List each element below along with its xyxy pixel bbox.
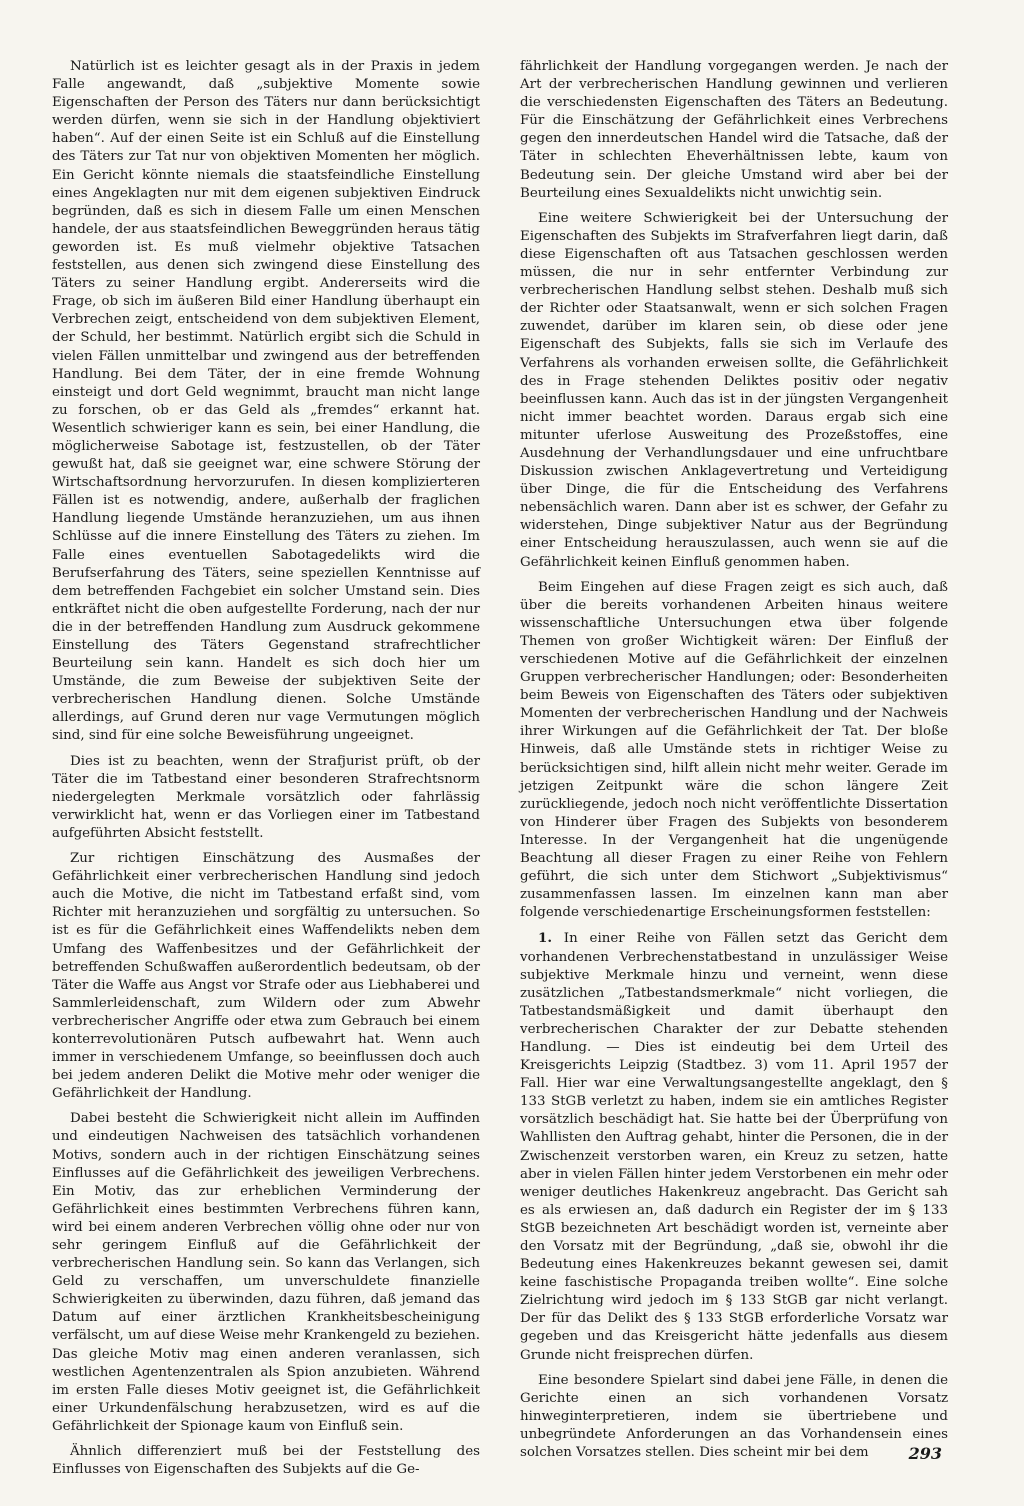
numbered-paragraph-text: In einer Reihe von Fällen setzt das Gericht dem vorhandenen Verbrechenstatbestand in unzulässiger Weise subjektive Merkmale hinzu und verneint, wenn diese zusätzlichen „Tatbestandsmerkmale“ nicht vorliegen, die Tatbestandsmäßigkeit und damit überhaupt den verbrecherischen Charakter der zur Debatte stehenden Handlung. — Dies ist eindeutig bei dem Urteil des Kreisgerichts Leipzig (Stadtbez. 3) vom 11. April 1957 der Fall. Hier war eine Verwaltungsangestellte angeklagt, den § 133 StGB verletzt zu haben, indem sie ein amtliches Register vorsätzlich beschädigt hat. Sie hatte bei der Überprüfung von Wahllisten den Auftrag gehabt, hinter die Personen, die in der Zwischenzeit verstorben waren, ein Kreuz zu setzen, hatte aber in vielen Fällen hinter jedem Verstorbenen ein mehr oder weniger deutliches Hakenkreuz angebracht. Das Gericht sah es als erwiesen an, daß dadurch ein Register der im § 133 StGB bezeichneten Art beschädigt worden ist, verneinte aber den Vorsatz mit der Begründung, „daß sie, obwohl ihr die Bedeutung eines Hakenkreuzes bekannt gewesen sei, damit keine faschistische Propaganda treiben wollte“. Eine solche Zielrichtung wird jedoch im § 133 StGB gar nicht verlangt. Der für das Delikt des § 133 StGB erforderliche Vorsatz war gegeben und das Kreisgericht hätte jedenfalls aus diesem Grunde nicht freisprechen dürfen. — [520, 931, 948, 1363]
numbered-paragraph — [520, 929, 948, 1364]
paragraph: Zur richtigen Einschätzung des Ausmaßes der Gefährlichkeit einer verbrecherischen Handlung sind jedoch auch die Motive, die nicht im Tatbestand erfaßt sind, vom Richter mit heranzuziehen und sorgfältig zu untersuchen. So ist es für die Gefährlichkeit eines Waffendelikts neben dem Umfang des Waffenbesitzes und der Gefährlichkeit der betreffenden Schußwaffen außerordentlich bedeutsam, ob der Täter die Waffe aus Angst vor Strafe oder aus Liebhaberei und Sammlerleidenschaft, zum Wildern oder zum Abwehr verbrecherischer Angriffe oder etwa zum Gebrauch bei einem konterrevolutionären Putsch aufbewahrt hat. Wenn auch immer in verschiedenem Umfange, so beeinflussen doch auch bei jedem anderen Delikt die Motive mehr oder weniger die Gefährlichkeit der Handlung. — [52, 851, 480, 1102]
paragraph: Dabei besteht die Schwierigkeit nicht allein im Auffinden und eindeutigen Nachweisen des tatsächlich vorhandenen Motivs, sondern auch in der richtigen Einschätzung seines Einflusses auf die Gefährlichkeit des jeweiligen Verbrechens. Ein Motiv, das zur erheblichen Verminderung der Gefährlichkeit eines bestimmten Verbrechens führen kann, wird bei einem anderen Verbrechen völlig ohne oder nur von sehr geringem Einfluß auf die Gefährlichkeit der verbrecherischen Handlung sein. So kann das Verlangen, sich Geld zu verschaffen, um unverschuldete finanzielle Schwierigkeiten zu überwinden, dazu führen, daß jemand das Datum auf einer ärztlichen Krankheitsbescheinigung verfälscht, um auf diese Weise mehr Krankengeld zu beziehen. Das gleiche Motiv mag einen anderen veranlassen, sich westlichen Agentenzentralen als Spion anzubieten. Während im ersten Falle dieses Motiv geeignet ist, die Gefährlichkeit einer Urkundenfälschung herabzusetzen, wird es auf die Gefährlichkeit der Spionage kaum von Einfluß sein. — [52, 1111, 480, 1434]
paragraph: Dies ist zu beachten, wenn der Strafjurist prüft, ob der Täter die im Tatbestand einer besonderen Strafrechtsnorm niedergelegten Merkmale vorsätzlich oder fahrlässig verwirklicht hat, wenn er das Vorliegen einer im Tatbestand aufgeführten Absicht feststellt. — [52, 753, 480, 841]
left-column — [52, 58, 480, 1486]
list-number: 1. — [538, 930, 552, 947]
paragraph: Ähnlich differenziert muß bei der Feststellung des Einflusses von Eigenschaften des Subjekts auf die Ge- — [52, 1444, 480, 1478]
paragraph: Beim Eingehen auf diese Fragen zeigt es sich auch, daß über die bereits vorhandenen Arbeiten hinaus weitere wissenschaftliche Untersuchungen etwa über folgende Themen von großer Wichtigkeit wären: Der Einfluß der verschiedenen Motive auf die Gefährlichkeit der einzelnen Gruppen verbrecherischer Handlungen; oder: Besonderheiten beim Beweis von Eigenschaften des Täters oder subjektiven Momenten der verbrecherischen Handlung und der Nachweis ihrer Wirkungen auf die Gefährlichkeit der Tat. Der bloße Hinweis, daß alle Umstände stets in richtiger Weise zu berücksichtigen sind, hilft allein nicht mehr weiter. Gerade im jetzigen Zeitpunkt wäre die schon längere Zeit zurückliegende, jedoch noch nicht veröffentlichte Dissertation von Hinderer über Fragen des Subjekts von besonderem Interesse. In der Vergangenheit hat die ungenügende Beachtung all dieser Fragen zu einer Reihe von Fehlern geführt, die sich unter dem Stichwort „Subjektivismus“ zusammenfassen lassen. Im einzelnen kann man aber folgende verschiedenartige Erscheinungsformen feststellen: — [520, 579, 948, 921]
paragraph-continued: fährlichkeit der Handlung vorgegangen werden. Je nach der Art der verbrecherischen Handlung gewinnen und verlieren die verschiedensten Eigenschaften des Täters an Bedeutung. Für die Einschätzung der Gefährlichkeit eines Verbrechens gegen den innerdeutschen Handel wird die Tatsache, daß der Täter in schlechten Eheverhältnissen lebte, kaum von Bedeutung sein. Der gleiche Umstand wird aber bei der Beurteilung eines Sexualdelikts nicht unwichtig sein. — [520, 59, 948, 201]
paragraph: Eine weitere Schwierigkeit bei der Untersuchung der Eigenschaften des Subjekts im Strafverfahren liegt darin, daß diese Eigenschaften oft aus Tatsachen geschlossen werden müssen, die nur in sehr entfernter Verbindung zur verbrecherischen Handlung selbst stehen. Deshalb muß sich der Richter oder Staatsanwalt, wenn er sich solchen Fragen zuwendet, darüber im klaren sein, ob diese oder jene Eigenschaft des Subjekts, falls sie sich im Verlaufe des Verfahrens als vorhanden erweisen sollte, die Gefährlichkeit des in Frage stehenden Deliktes positiv oder negativ beeinflussen kann. Auch das ist in der jüngsten Vergangenheit nicht immer beachtet worden. Daraus ergab sich eine mitunter uferlose Ausweitung des Prozeßstoffes, eine Ausdehnung der Verhandlungsdauer und eine unfruchtbare Diskussion zwischen Anklagevertretung und Verteidigung über Dinge, die für die Entscheidung des Verfahrens nebensächlich waren. Dann aber ist es schwer, der Gefahr zu widerstehen, Dinge subjektiver Natur aus der Begründung einer Entscheidung herauszulassen, auch wenn sie auf die Gefährlichkeit keinen Einfluß genommen haben. — [520, 210, 948, 570]
page-number: 293 — [908, 1444, 942, 1463]
right-column — [520, 58, 948, 1469]
paragraph: Eine besondere Spielart sind dabei jene Fälle, in denen die Gerichte einen an sich vorhandenen Vorsatz hinweginterpretieren, indem sie übertriebene und unbegründete Anforderungen an das Vorhandensein eines solchen Vorsatzes stellen. Dies scheint mir bei dem — [520, 1372, 948, 1461]
paragraph: Natürlich ist es leichter gesagt als in der Praxis in jedem Falle angewandt, daß „subjektive Momente sowie Eigenschaften der Person des Täters nur dann berücksichtigt werden dürfen, wenn sie sich in der Handlung objektiviert haben“. Auf der einen Seite ist ein Schluß auf die Einstellung des Täters zur Tat nur von objektiven Momenten her möglich. Ein Gericht könnte niemals die staatsfeindliche Einstellung eines Angeklagten nur mit dem eigenen subjektiven Eindruck begründen, daß es sich in diesem Falle um einen Menschen handele, der aus staatsfeindlichen Beweggründen heraus tätig geworden ist. Es muß vielmehr objektive Tatsachen feststellen, aus denen sich zwingend diese Einstellung des Täters zu seiner Handlung ergibt. Andererseits wird die Frage, ob sich im äußeren Bild einer Handlung überhaupt ein Verbrechen zeigt, entscheidend von dem subjektiven Element, der Schuld, her bestimmt. Natürlich ergibt sich die Schuld in vielen Fällen unmittelbar und zwingend aus der betreffenden Handlung. Bei dem Täter, der in eine fremde Wohnung einsteigt und dort Geld wegnimmt, braucht man nicht lange zu forschen, ob er das Geld als „fremdes“ erkannt hat. Wesentlich schwieriger kann es sein, bei einer Handlung, die möglicherweise Sabotage ist, festzustellen, ob der Täter gewußt hat, daß sie geeignet war, eine schwere Störung der Wirtschaftsordnung hervorzurufen. In diesen komplizierteren Fällen ist es notwendig, andere, außerhalb der fraglichen Handlung liegende Umstände heranzuziehen, um aus ihnen Schlüsse auf die innere Einstellung des Täters zu ziehen. Im Falle eines eventuellen Sabotagedelikts wird die Berufserfahrung des Täters, seine speziellen Kenntnisse auf dem betreffenden Fachgebiet ein solcher Umstand sein. Dies entkräftet nicht die oben aufgestellte Forderung, nach der nur die in der betreffenden Handlung zum Ausdruck gekommene Einstellung des Täters Gegenstand strafrechtlicher Beurteilung sein kann. Handelt es sich doch hier um Umstände, die zum Beweise der subjektiven Seite der verbrecherischen Handlung dienen. Solche Umstände allerdings, auf Grund deren nur vage Vermutungen möglich sind, sind für eine solche Beweisführung ungeeignet. — [52, 59, 480, 744]
